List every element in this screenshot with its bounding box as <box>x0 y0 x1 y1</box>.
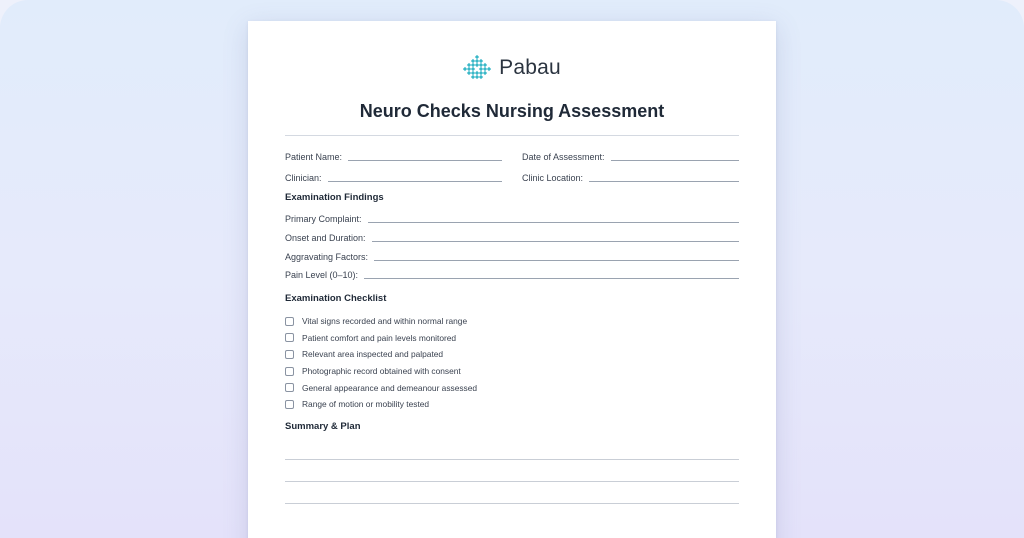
onset-and-duration-line <box>372 241 739 242</box>
checkbox[interactable] <box>285 350 294 359</box>
brand-name: Pabau <box>499 56 561 79</box>
date-of-assessment-label: Date of Assessment: <box>522 152 605 162</box>
checkbox[interactable] <box>285 317 294 326</box>
title-divider <box>285 135 739 136</box>
patient-name-field[interactable] <box>285 149 502 163</box>
summary-plan-heading: Summary & Plan <box>285 421 361 432</box>
summary-plan-line[interactable] <box>285 459 739 460</box>
aggravating-factors-label: Aggravating Factors: <box>285 252 369 262</box>
checklist-item[interactable] <box>285 379 477 396</box>
checklist-item[interactable] <box>285 363 477 380</box>
examination-checklist <box>285 313 477 413</box>
summary-plan-line[interactable] <box>285 481 739 482</box>
document-title: Neuro Checks Nursing Assessment <box>359 101 665 121</box>
checklist-item-label: Relevant area inspected and palpated <box>302 349 444 360</box>
checklist-item-label: Photographic record obtained with consent <box>302 366 461 377</box>
pain-level-label: Pain Level (0–10): <box>285 270 359 280</box>
onset-and-duration-label: Onset and Duration: <box>285 233 366 243</box>
patient-name-label: Patient Name: <box>285 152 343 162</box>
brand-header <box>248 55 776 81</box>
checklist-item[interactable] <box>285 396 477 413</box>
form-sheet <box>248 21 776 538</box>
clinic-location-label: Clinic Location: <box>522 173 584 183</box>
onset-and-duration-field[interactable] <box>285 230 739 244</box>
patient-name-line <box>348 160 502 161</box>
checklist-item[interactable] <box>285 346 477 363</box>
examination-findings-heading: Examination Findings <box>285 192 384 203</box>
clinic-location-line <box>589 181 739 182</box>
checkbox[interactable] <box>285 333 294 342</box>
date-of-assessment-line <box>611 160 739 161</box>
checklist-item[interactable] <box>285 330 477 347</box>
aggravating-factors-line <box>374 260 739 261</box>
checklist-item[interactable] <box>285 313 477 330</box>
primary-complaint-field[interactable] <box>285 211 739 225</box>
date-of-assessment-field[interactable] <box>522 149 739 163</box>
checkbox[interactable] <box>285 367 294 376</box>
clinician-line <box>328 181 502 182</box>
checklist-item-label: Range of motion or mobility tested <box>302 399 430 410</box>
checklist-item-label: Patient comfort and pain levels monitored <box>302 332 457 343</box>
summary-plan-line[interactable] <box>285 503 739 504</box>
aggravating-factors-field[interactable] <box>285 249 739 263</box>
clinician-label: Clinician: <box>285 173 322 183</box>
checkbox[interactable] <box>285 383 294 392</box>
diamond-grid-icon <box>463 55 491 81</box>
checklist-item-label: Vital signs recorded and within normal range <box>302 316 468 327</box>
pain-level-field[interactable] <box>285 267 739 281</box>
primary-complaint-line <box>368 222 739 223</box>
checklist-item-label: General appearance and demeanour assessed <box>302 382 478 393</box>
primary-complaint-label: Primary Complaint: <box>285 214 362 224</box>
pain-level-line <box>364 278 739 279</box>
checkbox[interactable] <box>285 400 294 409</box>
examination-checklist-heading: Examination Checklist <box>285 293 387 304</box>
clinician-field[interactable] <box>285 170 502 184</box>
clinic-location-field[interactable] <box>522 170 739 184</box>
